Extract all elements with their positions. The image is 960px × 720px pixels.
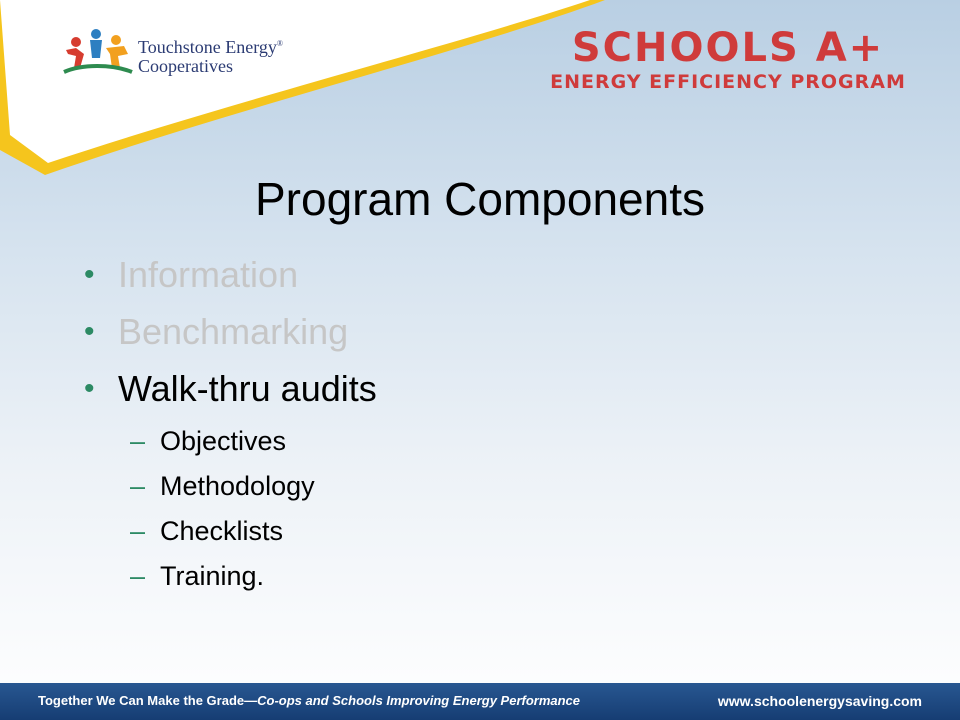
bullet-list	[82, 250, 377, 601]
program-brand	[548, 26, 908, 94]
logo-registered: ®	[276, 39, 283, 48]
brand-title: SCHOOLS A+	[571, 25, 885, 71]
bullet-label: Benchmarking	[118, 311, 349, 352]
bullet-label: Walk-thru audits	[118, 368, 377, 409]
tagline-italic: Co-ops and Schools Improving Energy Performance	[257, 693, 581, 708]
subbullet-label: Objectives	[160, 426, 287, 456]
subbullet-label: Methodology	[160, 471, 315, 501]
logo-text	[138, 34, 283, 76]
tagline-start: Together We Can Make the Grade—	[38, 693, 258, 708]
bullet-item	[82, 307, 377, 364]
bullet-label: Information	[118, 254, 299, 295]
subbullet-label: Checklists	[160, 516, 284, 546]
bullet-icon: •	[84, 315, 95, 348]
subbullet-item	[82, 556, 377, 601]
bullet-icon: •	[84, 258, 95, 291]
bullet-item	[82, 364, 377, 421]
dash-icon: –	[130, 471, 146, 501]
subbullet-item	[82, 421, 377, 466]
logo-line2: Cooperatives	[138, 56, 233, 76]
subbullet-item	[82, 511, 377, 556]
bullet-icon: •	[84, 372, 95, 405]
footer-tagline	[38, 693, 580, 708]
logo-line1: Touchstone Energy	[138, 37, 277, 57]
subbullet-item	[82, 466, 377, 511]
bullet-item	[82, 250, 377, 307]
dash-icon: –	[130, 561, 146, 591]
footer-bar	[0, 683, 960, 720]
footer-url: www.schoolenergysaving.com	[717, 693, 922, 709]
brand-subtitle: ENERGY EFFICIENCY PROGRAM	[550, 71, 906, 93]
subbullet-label: Training.	[160, 561, 265, 591]
dash-icon: –	[130, 516, 146, 546]
slide-title: Program Components	[255, 173, 705, 225]
dash-icon: –	[130, 426, 146, 456]
